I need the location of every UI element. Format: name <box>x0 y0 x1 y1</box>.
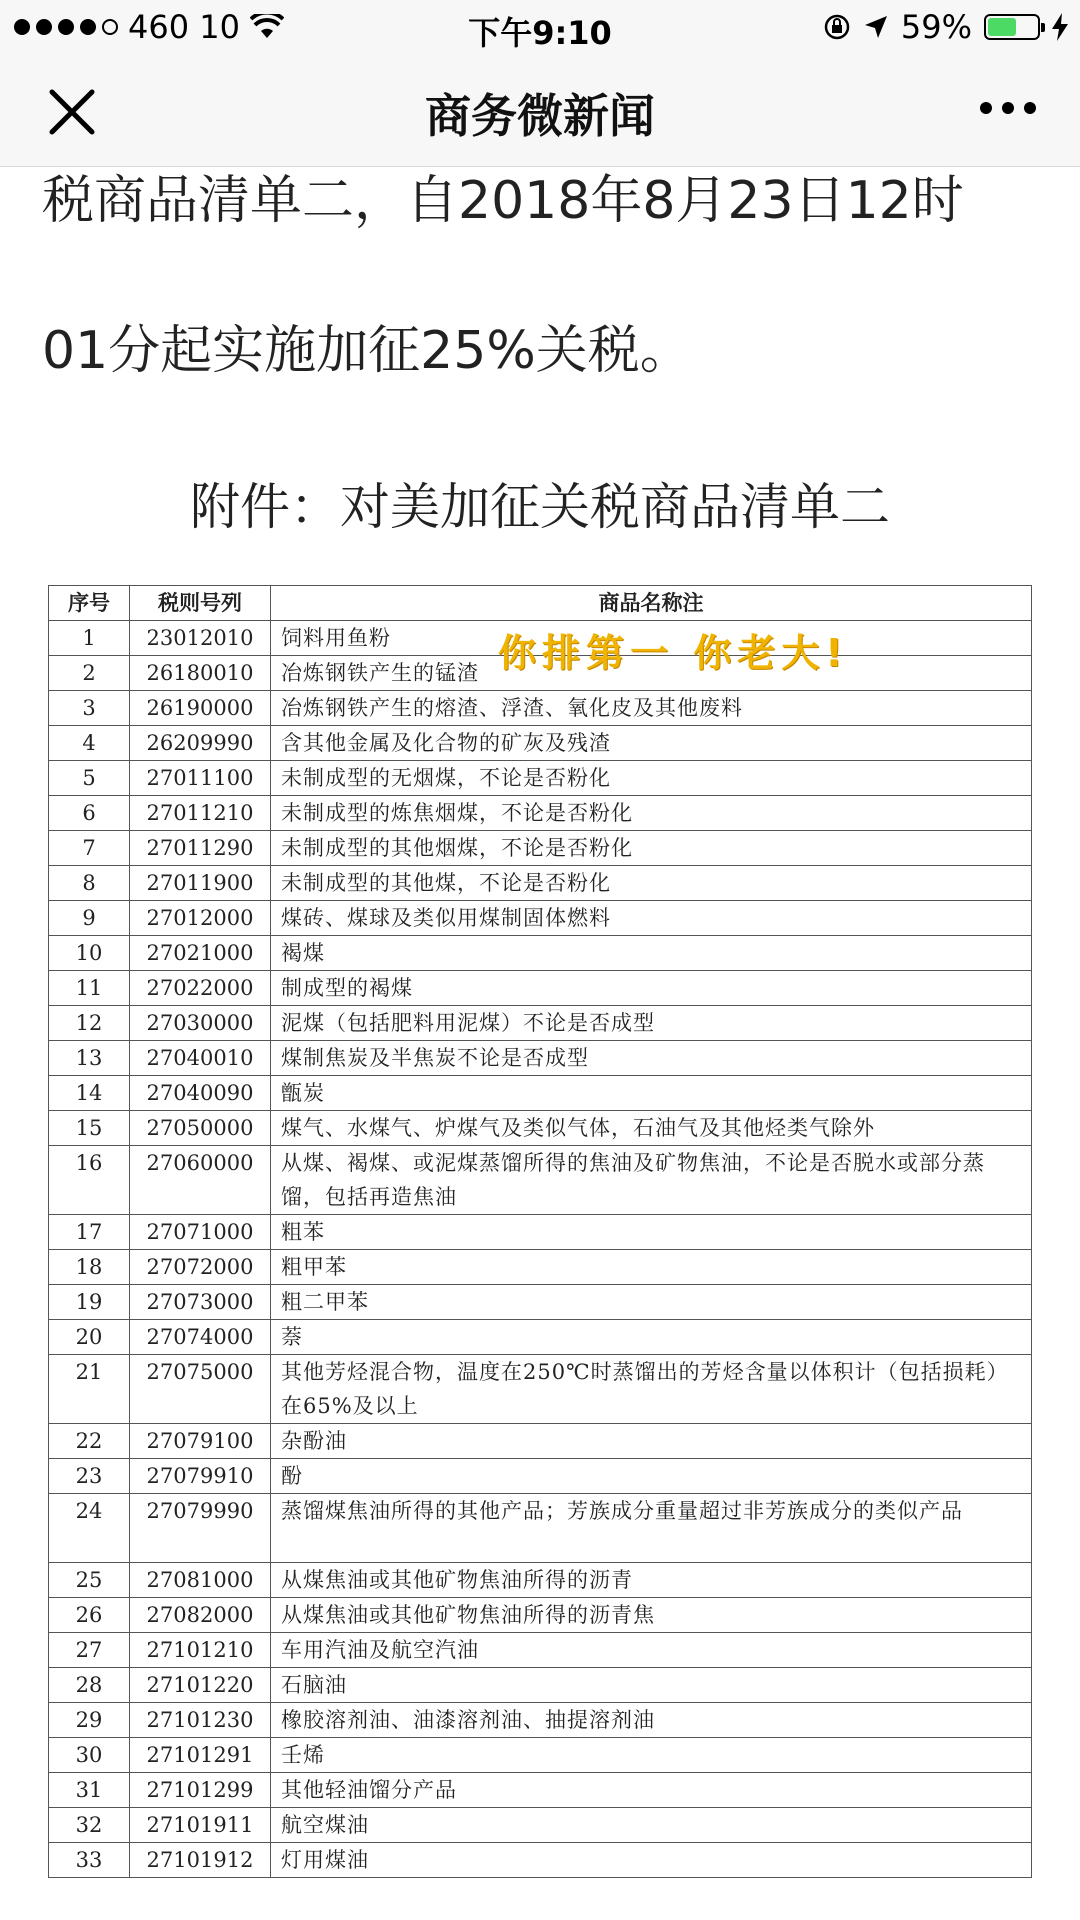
table-row <box>49 726 1032 761</box>
row-tariff-code: 27101291 <box>130 1738 271 1773</box>
row-seq: 5 <box>49 761 130 796</box>
row-tariff-code: 27101911 <box>130 1808 271 1843</box>
row-seq: 28 <box>49 1668 130 1703</box>
goods-table <box>48 585 1032 1878</box>
nav-bar <box>0 56 1080 167</box>
row-seq: 22 <box>49 1424 130 1459</box>
row-goods-name: 泥煤（包括肥料用泥煤）不论是否成型 <box>271 1006 1032 1041</box>
row-goods-name: 粗二甲苯 <box>271 1285 1032 1320</box>
table-row <box>49 1355 1032 1424</box>
row-tariff-code: 27022000 <box>130 971 271 1006</box>
row-seq: 15 <box>49 1111 130 1146</box>
attachment-title: 附件：对美加征关税商品清单二 <box>190 478 890 536</box>
row-tariff-code: 26190000 <box>130 691 271 726</box>
table-row <box>49 1703 1032 1738</box>
table-row <box>49 901 1032 936</box>
row-seq: 1 <box>49 621 130 656</box>
row-goods-name: 粗苯 <box>271 1215 1032 1250</box>
row-tariff-code: 27101210 <box>130 1633 271 1668</box>
table-header-row <box>49 586 1032 621</box>
more-icon[interactable] <box>980 102 1036 114</box>
row-seq: 20 <box>49 1320 130 1355</box>
table-row <box>49 761 1032 796</box>
row-tariff-code: 27040090 <box>130 1076 271 1111</box>
row-tariff-code: 27075000 <box>130 1355 271 1424</box>
table-row <box>49 971 1032 1006</box>
row-goods-name: 未制成型的炼焦烟煤，不论是否粉化 <box>271 796 1032 831</box>
location-icon <box>863 14 889 40</box>
table-row <box>49 1215 1032 1250</box>
row-goods-name: 蒸馏煤焦油所得的其他产品；芳族成分重量超过非芳族成分的类似产品 <box>271 1494 1032 1563</box>
row-tariff-code: 27101299 <box>130 1773 271 1808</box>
row-seq: 9 <box>49 901 130 936</box>
row-goods-name: 粗甲苯 <box>271 1250 1032 1285</box>
row-goods-name: 灯用煤油 <box>271 1843 1032 1878</box>
table-row <box>49 1111 1032 1146</box>
row-tariff-code: 27101230 <box>130 1703 271 1738</box>
row-seq: 16 <box>49 1146 130 1215</box>
charging-icon <box>1052 13 1068 41</box>
row-seq: 23 <box>49 1459 130 1494</box>
row-tariff-code: 27011210 <box>130 796 271 831</box>
row-tariff-code: 27060000 <box>130 1146 271 1215</box>
table-row <box>49 1668 1032 1703</box>
table-row <box>49 1424 1032 1459</box>
table-row <box>49 1459 1032 1494</box>
row-seq: 31 <box>49 1773 130 1808</box>
row-goods-name: 壬烯 <box>271 1738 1032 1773</box>
row-seq: 19 <box>49 1285 130 1320</box>
article-content <box>0 167 1080 1920</box>
row-goods-name: 其他轻油馏分产品 <box>271 1773 1032 1808</box>
row-goods-name: 从煤焦油或其他矿物焦油所得的沥青 <box>271 1563 1032 1598</box>
row-tariff-code: 23012010 <box>130 621 271 656</box>
row-goods-name: 褐煤 <box>271 936 1032 971</box>
nav-title: 商务微新闻 <box>425 89 655 143</box>
row-tariff-code: 27071000 <box>130 1215 271 1250</box>
row-tariff-code: 27012000 <box>130 901 271 936</box>
row-goods-name: 饲料用鱼粉 <box>271 621 1032 656</box>
row-seq: 2 <box>49 656 130 691</box>
table-row <box>49 1041 1032 1076</box>
table-row <box>49 1494 1032 1563</box>
row-tariff-code: 27021000 <box>130 936 271 971</box>
row-tariff-code: 27030000 <box>130 1006 271 1041</box>
row-goods-name: 石脑油 <box>271 1668 1032 1703</box>
table-row <box>49 1320 1032 1355</box>
row-goods-name: 从煤、褐煤、或泥煤蒸馏所得的焦油及矿物焦油，不论是否脱水或部分蒸馏，包括再造焦油 <box>271 1146 1032 1215</box>
row-goods-name: 煤气、水煤气、炉煤气及类似气体，石油气及其他烃类气除外 <box>271 1111 1032 1146</box>
row-goods-name: 未制成型的其他煤，不论是否粉化 <box>271 866 1032 901</box>
row-seq: 13 <box>49 1041 130 1076</box>
row-goods-name: 萘 <box>271 1320 1032 1355</box>
row-goods-name: 冶炼钢铁产生的熔渣、浮渣、氧化皮及其他废料 <box>271 691 1032 726</box>
header-goods-name: 商品名称注 <box>271 586 1032 621</box>
table-row <box>49 1843 1032 1878</box>
row-seq: 3 <box>49 691 130 726</box>
table-row <box>49 1773 1032 1808</box>
row-seq: 4 <box>49 726 130 761</box>
row-goods-name: 甑炭 <box>271 1076 1032 1111</box>
overlay-caption: 你排第一 你老大! <box>498 631 849 675</box>
table-row <box>49 866 1032 901</box>
table-row <box>49 1146 1032 1215</box>
row-tariff-code: 26209990 <box>130 726 271 761</box>
row-goods-name: 杂酚油 <box>271 1424 1032 1459</box>
table-row <box>49 1598 1032 1633</box>
row-goods-name: 车用汽油及航空汽油 <box>271 1633 1032 1668</box>
row-tariff-code: 27101912 <box>130 1843 271 1878</box>
table-row <box>49 1563 1032 1598</box>
row-tariff-code: 27082000 <box>130 1598 271 1633</box>
row-tariff-code: 27079990 <box>130 1494 271 1563</box>
row-tariff-code: 27079100 <box>130 1424 271 1459</box>
row-seq: 29 <box>49 1703 130 1738</box>
table-row <box>49 1076 1032 1111</box>
row-goods-name: 酚 <box>271 1459 1032 1494</box>
table-row <box>49 1808 1032 1843</box>
row-goods-name: 其他芳烃混合物，温度在250℃时蒸馏出的芳烃含量以体积计（包括损耗）在65%及以上 <box>271 1355 1032 1424</box>
battery-icon <box>984 14 1040 40</box>
table-row <box>49 691 1032 726</box>
row-goods-name: 未制成型的其他烟煤，不论是否粉化 <box>271 831 1032 866</box>
table-row <box>49 796 1032 831</box>
table-row <box>49 1250 1032 1285</box>
row-goods-name: 制成型的褐煤 <box>271 971 1032 1006</box>
row-tariff-code: 27011100 <box>130 761 271 796</box>
row-seq: 18 <box>49 1250 130 1285</box>
row-seq: 14 <box>49 1076 130 1111</box>
row-seq: 7 <box>49 831 130 866</box>
row-seq: 12 <box>49 1006 130 1041</box>
row-tariff-code: 27011290 <box>130 831 271 866</box>
row-goods-name: 煤制焦炭及半焦炭不论是否成型 <box>271 1041 1032 1076</box>
row-tariff-code: 27074000 <box>130 1320 271 1355</box>
row-goods-name: 冶炼钢铁产生的锰渣 <box>271 656 1032 691</box>
row-goods-name: 未制成型的无烟煤，不论是否粉化 <box>271 761 1032 796</box>
row-seq: 10 <box>49 936 130 971</box>
row-goods-name: 从煤焦油或其他矿物焦油所得的沥青焦 <box>271 1598 1032 1633</box>
row-seq: 25 <box>49 1563 130 1598</box>
row-tariff-code: 27101220 <box>130 1668 271 1703</box>
table-row <box>49 1633 1032 1668</box>
row-tariff-code: 27081000 <box>130 1563 271 1598</box>
rotation-lock-icon <box>823 13 851 41</box>
row-seq: 32 <box>49 1808 130 1843</box>
table-row <box>49 1738 1032 1773</box>
row-tariff-code: 27079910 <box>130 1459 271 1494</box>
row-goods-name: 橡胶溶剂油、油漆溶剂油、抽提溶剂油 <box>271 1703 1032 1738</box>
row-goods-name: 航空煤油 <box>271 1808 1032 1843</box>
row-tariff-code: 27011900 <box>130 866 271 901</box>
status-time: 下午9:10 <box>468 14 612 52</box>
row-seq: 21 <box>49 1355 130 1424</box>
header-tariff-code: 税则号列 <box>130 586 271 621</box>
table-row <box>49 831 1032 866</box>
row-goods-name: 含其他金属及化合物的矿灰及残渣 <box>271 726 1032 761</box>
table-row <box>49 1006 1032 1041</box>
row-seq: 11 <box>49 971 130 1006</box>
row-seq: 24 <box>49 1494 130 1563</box>
row-seq: 33 <box>49 1843 130 1878</box>
status-right <box>823 8 1068 46</box>
table-row <box>49 1285 1032 1320</box>
row-goods-name: 煤砖、煤球及类似用煤制固体燃料 <box>271 901 1032 936</box>
row-tariff-code: 27050000 <box>130 1111 271 1146</box>
row-tariff-code: 27073000 <box>130 1285 271 1320</box>
row-seq: 27 <box>49 1633 130 1668</box>
status-bar <box>0 0 1080 56</box>
row-tariff-code: 26180010 <box>130 656 271 691</box>
row-seq: 6 <box>49 796 130 831</box>
row-seq: 30 <box>49 1738 130 1773</box>
article-paragraph-line2: 01分起实施加征25%关税。 <box>42 321 692 381</box>
battery-percent: 59% <box>900 8 972 46</box>
row-tariff-code: 27040010 <box>130 1041 271 1076</box>
row-tariff-code: 27072000 <box>130 1250 271 1285</box>
row-seq: 17 <box>49 1215 130 1250</box>
header-seq: 序号 <box>49 586 130 621</box>
row-seq: 26 <box>49 1598 130 1633</box>
row-seq: 8 <box>49 866 130 901</box>
table-row <box>49 936 1032 971</box>
carrier-label: 460 10 <box>128 8 240 46</box>
article-paragraph-line1: 税商品清单二，自2018年8月23日12时 <box>42 171 964 231</box>
